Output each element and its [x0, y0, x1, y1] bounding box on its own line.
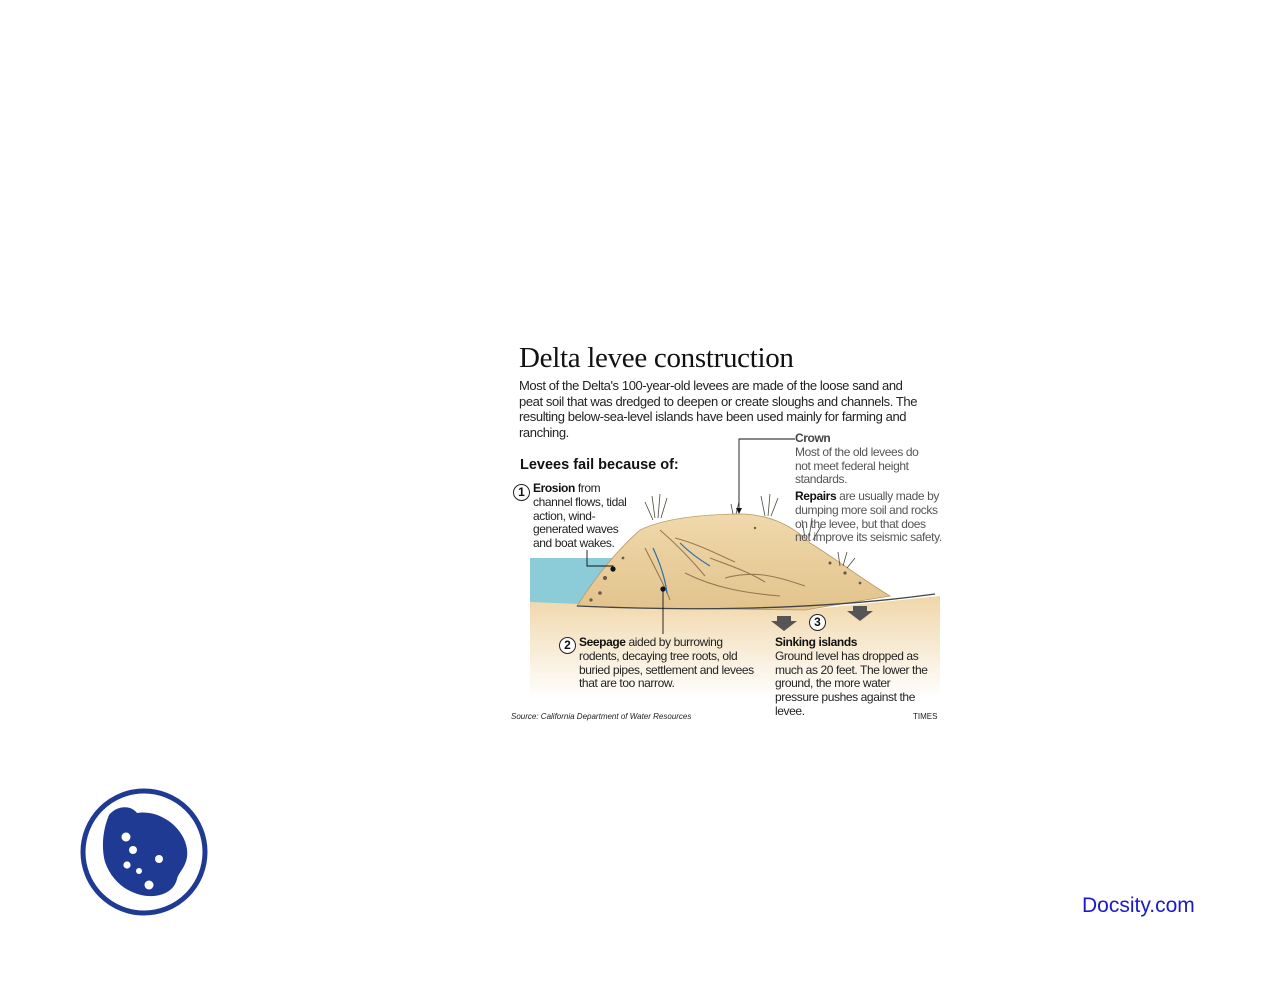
crown-callout: [795, 432, 925, 487]
erosion-marker: [610, 566, 615, 571]
seepage-marker: [660, 586, 665, 591]
repairs-callout: [795, 490, 943, 545]
sinking-text: Ground level has dropped as much as 20 feet. The lower the ground, the more water pressure pushes against the levee.: [775, 648, 928, 718]
erosion-callout: [533, 482, 633, 551]
figure-title: Delta levee construction: [519, 342, 794, 374]
source-note: Source: California Department of Water Resources: [511, 712, 692, 721]
seepage-text: aided by burrowing rodents, decaying tree roots, old buried pipes, settlement and levees that are too narrow.: [579, 635, 754, 691]
erosion-number: 1: [513, 484, 530, 501]
docsity-logo-icon[interactable]: [79, 787, 209, 917]
repairs-text: are usually made by dumping more soil and rocks on the levee, but that does not improve its seismic safety.: [795, 489, 942, 545]
levee-figure: [505, 338, 945, 730]
seepage-title: Seepage: [579, 635, 626, 649]
crown-text: Most of the old levees do not meet federal height standards.: [795, 444, 919, 487]
crown-leader: [739, 439, 795, 510]
sinking-callout: [775, 635, 938, 721]
failure-causes-heading: Levees fail because of:: [520, 457, 679, 473]
seepage-number: 2: [559, 637, 576, 654]
sinking-number: 3: [809, 614, 826, 631]
crown-title: Crown: [795, 431, 831, 445]
erosion-text: from channel flows, tidal action, wind-generated waves and boat wakes.: [533, 481, 627, 551]
seepage-callout: [579, 636, 759, 691]
erosion-title: Erosion: [533, 481, 575, 495]
sinking-title: Sinking islands: [775, 635, 858, 649]
repairs-title: Repairs: [795, 489, 837, 503]
figure-intro: Most of the Delta's 100-year-old levees are made of the loose sand and peat soil that was dredged to deepen or create sloughs and channels. The resulting below-sea-level islands have been used mainly for farming and ranching.: [519, 378, 918, 440]
credit-note: TIMES: [913, 712, 938, 721]
docsity-link[interactable]: Docsity.com: [1082, 894, 1195, 917]
